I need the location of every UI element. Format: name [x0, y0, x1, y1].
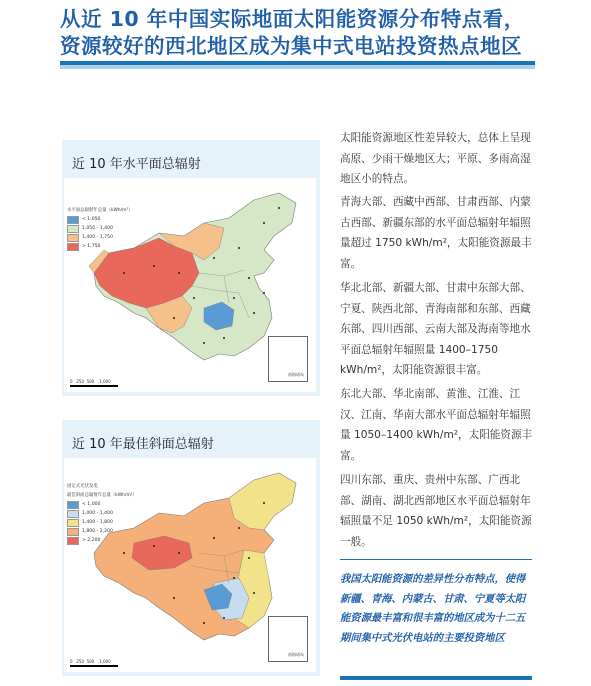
- legend-swatch: [67, 216, 79, 224]
- body-paragraph: [340, 128, 535, 190]
- legend-item: [67, 500, 137, 509]
- legend-label: 1,800 - 2,200: [82, 529, 113, 534]
- body-paragraph: [340, 192, 535, 274]
- legend-title: 水平面总辐射年总量（kWh/m²）: [67, 208, 133, 213]
- horizontal-irradiation-card: [62, 140, 320, 396]
- legend-title: 固定式光伏发电: [67, 484, 98, 489]
- legend-swatch: [67, 225, 79, 233]
- paragraph-text: 青海大部、西藏中西部、甘肃西部、内蒙古西部、新疆东部的水平面总辐射年辐照量超过 1750 kWh/m²，太阳能资源最丰富。: [340, 196, 532, 270]
- legend-label: < 1,050: [82, 217, 101, 222]
- legend-item: [67, 527, 137, 536]
- legend-swatch: [67, 510, 79, 518]
- title-rule-shadow: [60, 65, 535, 69]
- paragraph-text: 太阳能资源地区性差异较大，总体上呈现高原、少雨干燥地区大；平原、多雨高湿地区小的特点。: [340, 132, 531, 185]
- paragraph-text: 东北大部、华北南部、黄淮、江淮、江汉、江南、华南大部水平面总辐射年辐照量 1050–1400 kWh/m²，太阳能资源丰富。: [340, 388, 533, 462]
- legend-swatch: [67, 234, 79, 242]
- tilted-map-title: 近 10 年最佳斜面总辐射: [72, 437, 214, 452]
- horizontal-map-title: 近 10 年水平面总辐射: [72, 157, 201, 172]
- south-china-sea-inset: [268, 616, 308, 662]
- legend-item: [67, 509, 137, 518]
- scale-label: 250: [76, 659, 85, 664]
- legend-item: [67, 518, 137, 527]
- legend-label: 1,050 - 1,400: [82, 226, 113, 231]
- legend-swatch: [67, 528, 79, 536]
- legend-swatch: [67, 243, 79, 251]
- highlight-top-rule: [340, 559, 532, 560]
- paragraph-text: 华北北部、新疆大部、甘肃中东部大部、宁夏、陕西北部、青海南部和东部、西藏东部、四川西部、云南大部及海南等地水平面总辐射年辐照量 1400–1750 kWh/m²，太阳能资源很丰富。: [340, 282, 531, 376]
- horizontal-irradiation-map: [64, 178, 316, 392]
- map-scale-bar: [70, 659, 118, 667]
- highlight-bottom-rule: [340, 676, 532, 680]
- legend-label: 1,000 - 1,400: [82, 511, 113, 516]
- inset-label: 南海诸岛: [288, 652, 304, 657]
- legend-label: 1,400 - 1,750: [82, 235, 113, 240]
- scale-label: 1,000: [99, 659, 111, 664]
- legend-title: 最佳斜面总辐射年总量（kWh/m²）: [67, 493, 137, 498]
- scale-label: 0: [70, 379, 73, 384]
- legend-item: [67, 224, 132, 233]
- scale-label: 500: [86, 379, 95, 384]
- inset-label: 南海诸岛: [288, 372, 304, 377]
- legend-item: [67, 536, 137, 545]
- horizontal-map-legend: [67, 206, 132, 251]
- page-title-line1: 从近 10 年中国实际地面太阳能资源分布特点看，: [60, 7, 525, 31]
- body-paragraph: [340, 384, 535, 466]
- map-scale-bar: [70, 379, 118, 387]
- legend-swatch: [67, 501, 79, 509]
- legend-label: > 1,750: [82, 244, 101, 249]
- body-paragraph: [340, 470, 535, 552]
- tilted-map-legend: [67, 482, 137, 545]
- scale-bar-line: [70, 385, 118, 387]
- legend-label: 1,400 - 1,800: [82, 520, 113, 525]
- legend-item: [67, 242, 132, 251]
- legend-item: [67, 215, 132, 224]
- page-title-line2: 资源较好的西北地区成为集中式电站投资热点地区: [60, 34, 522, 58]
- legend-item: [67, 233, 132, 242]
- paragraph-text: 四川东部、重庆、贵州中东部、广西北部、湖南、湖北西部地区水平面总辐射年辐照量不足 1050 kWh/m²，太阳能资源一般。: [340, 474, 532, 548]
- body-paragraph: [340, 278, 535, 381]
- tilted-irradiation-card: [62, 420, 320, 676]
- page-title: [60, 6, 580, 60]
- south-china-sea-inset: [268, 336, 308, 382]
- legend-swatch: [67, 537, 79, 545]
- legend-swatch: [67, 519, 79, 527]
- tilted-irradiation-map: [64, 458, 316, 672]
- key-takeaway: 我国太阳能资源的差异性分布特点，使得新疆、青海、内蒙古、甘肃、宁夏等太阳能资源最丰富和很丰富的地区成为十二五期间集中式光伏电站的主要投资地区: [340, 573, 526, 644]
- scale-label: 250: [76, 379, 85, 384]
- legend-label: > 2,200: [82, 538, 101, 543]
- scale-bar-line: [70, 665, 118, 667]
- legend-label: < 1,000: [82, 502, 101, 507]
- scale-label: 1,000: [99, 379, 111, 384]
- scale-label: 0: [70, 659, 73, 664]
- scale-label: 500: [86, 659, 95, 664]
